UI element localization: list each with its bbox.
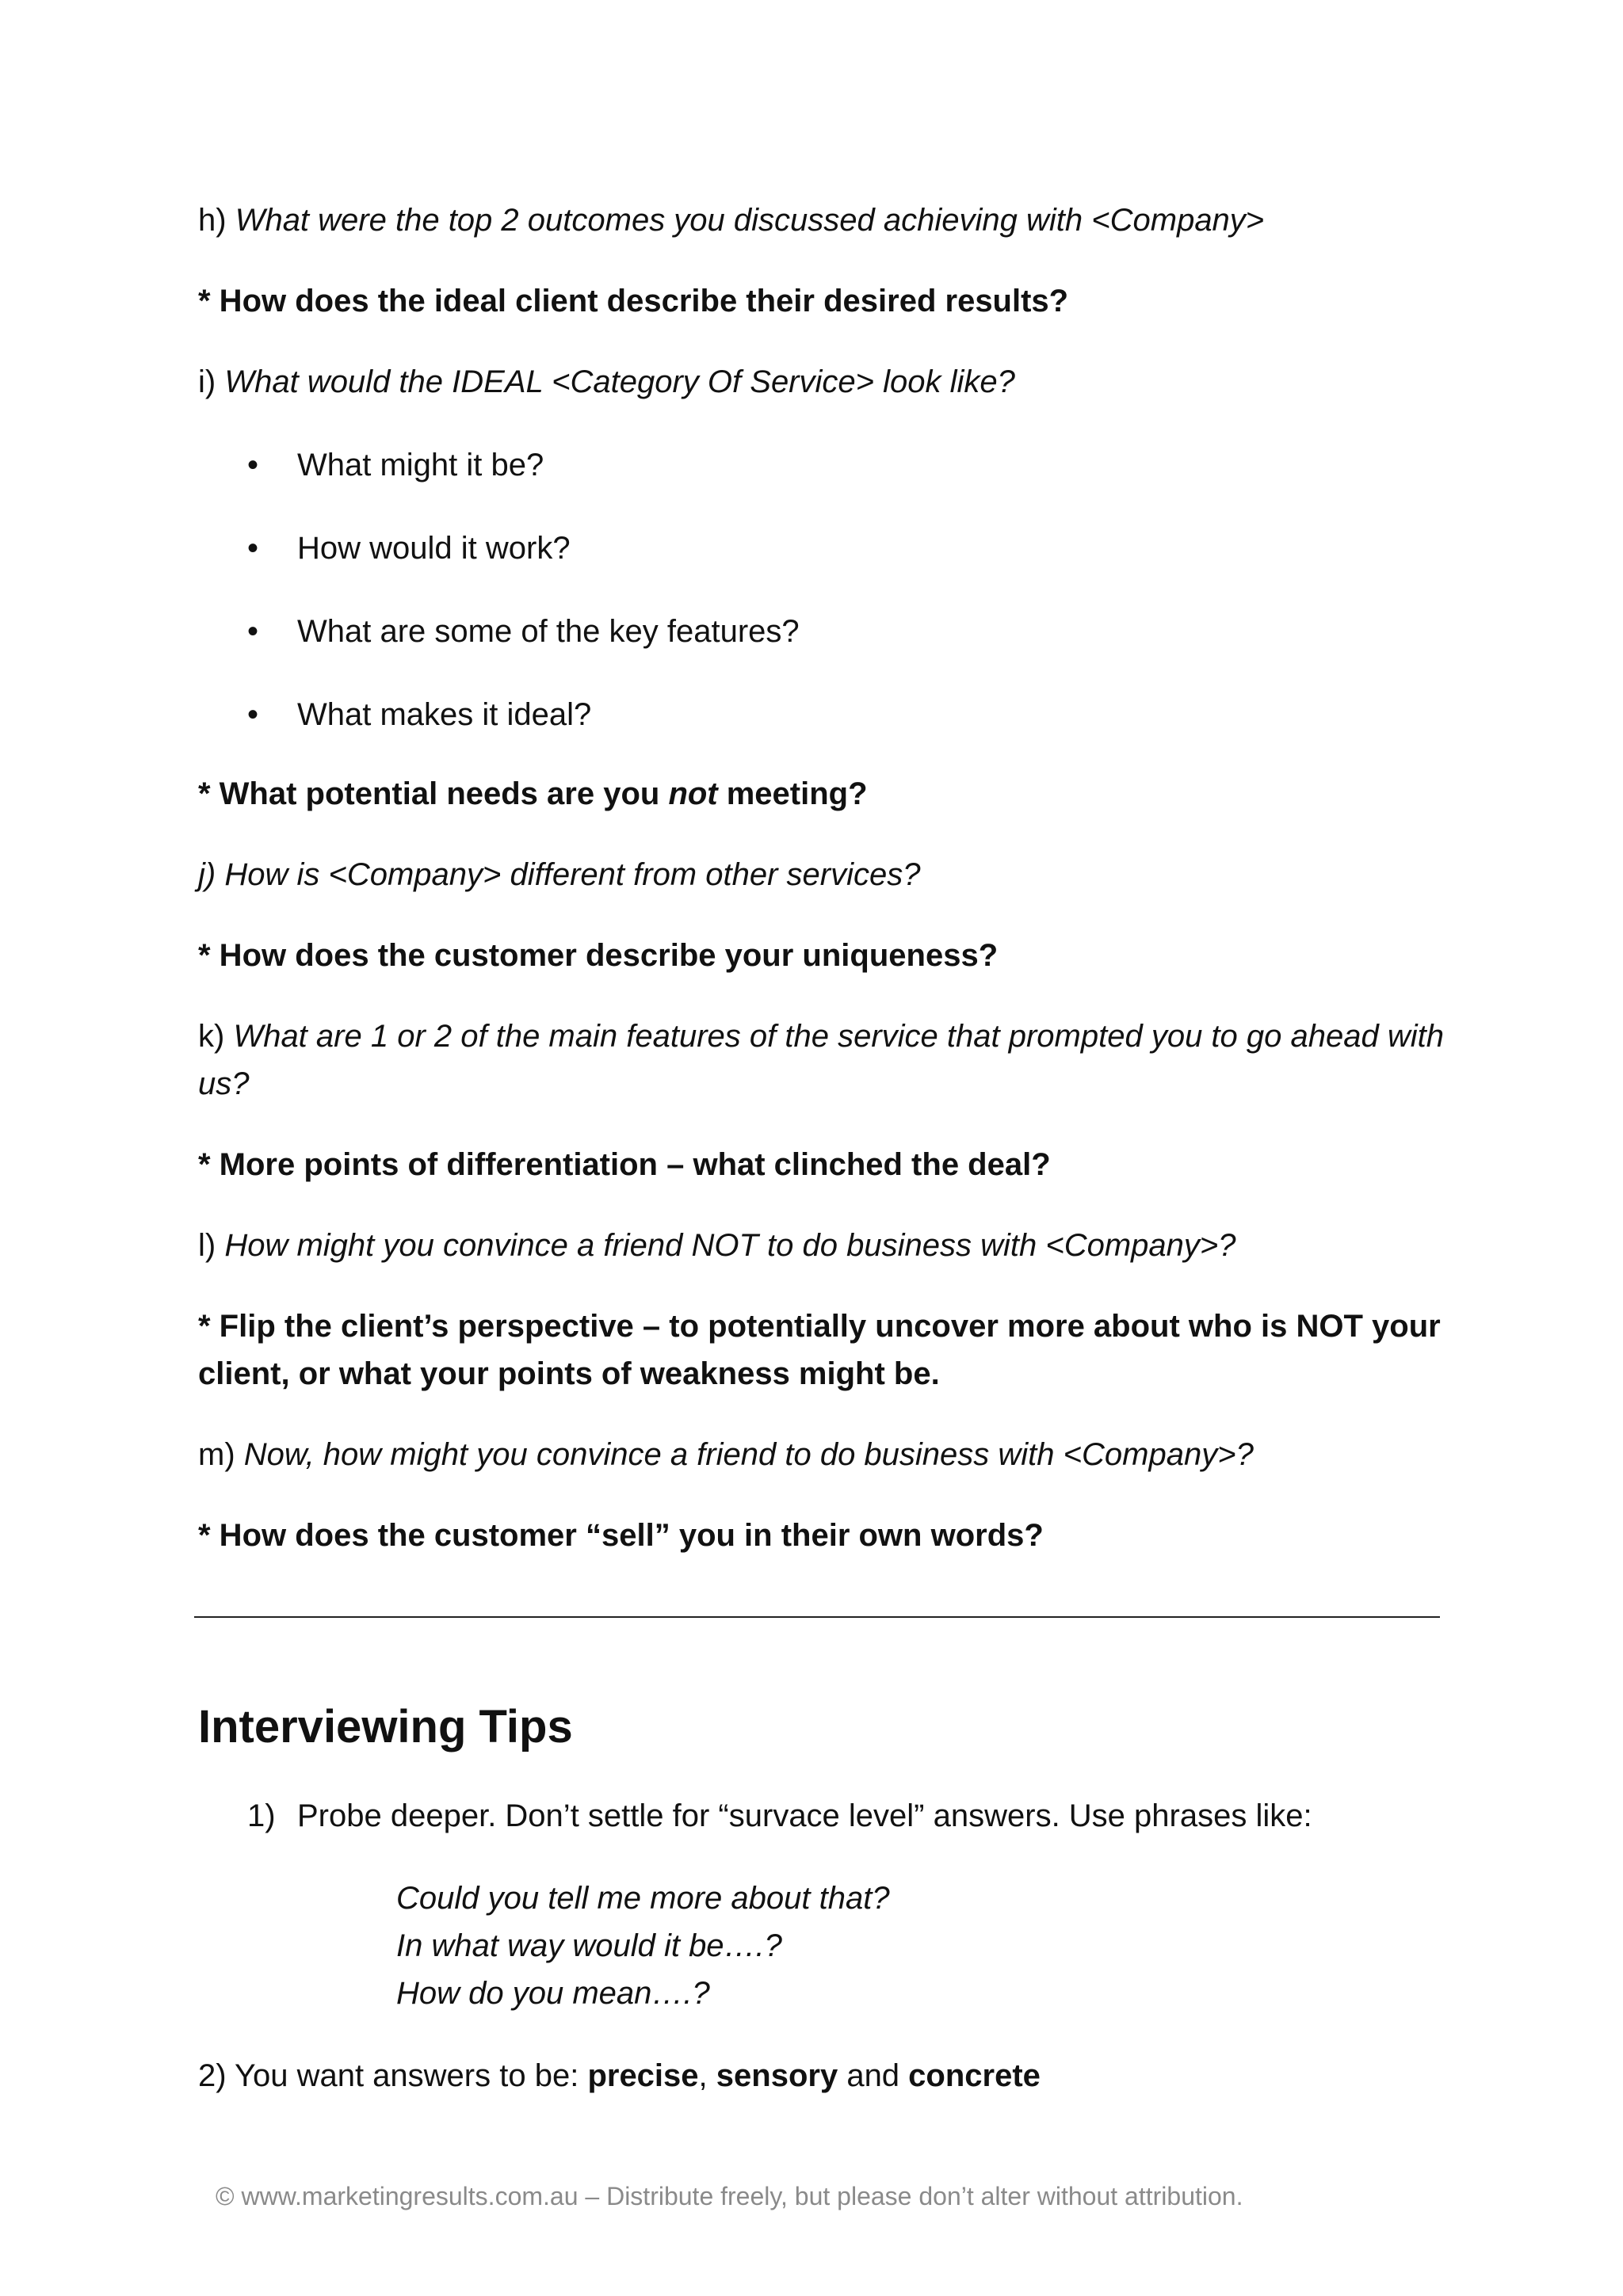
tip-2: 2) You want answers to be: precise, sensory and concrete: [198, 2058, 1041, 2093]
question-l: l) How might you convince a friend NOT to do business with <Company>?: [198, 1228, 1236, 1263]
bullet-icon: •: [247, 614, 259, 649]
note-sell: * How does the customer “sell” you in their own words?: [198, 1518, 1044, 1553]
section-heading: Interviewing Tips: [198, 1701, 573, 1753]
note-differentiation: * More points of differentiation – what clinched the deal?: [198, 1147, 1051, 1182]
bullet-icon: •: [247, 531, 259, 566]
question-k: k) What are 1 or 2 of the main features of the service that prompted you to go ahead with us?: [198, 1019, 1444, 1101]
example-phrase: How do you mean….?: [396, 1976, 710, 2011]
question-h: h) What were the top 2 outcomes you discussed achieving with <Company>: [198, 203, 1265, 238]
tip-1-number: 1): [247, 1798, 276, 1833]
example-phrase: In what way would it be….?: [396, 1928, 782, 1963]
question-i: i) What would the IDEAL <Category Of Service> look like?: [198, 364, 1015, 399]
note-uniqueness: * How does the customer describe your uniqueness?: [198, 938, 999, 973]
list-item: What might it be?: [297, 448, 544, 482]
list-item: What makes it ideal?: [297, 697, 592, 732]
note-flip-perspective: * Flip the client’s perspective – to potentially uncover more about who is NOT your client, or what your points of weakness might be.: [198, 1309, 1441, 1391]
note-desired-results: * How does the ideal client describe their desired results?: [198, 284, 1069, 318]
bullet-icon: •: [247, 448, 259, 482]
question-j: j) How is <Company> different from other services?: [198, 857, 921, 892]
note-unmet-needs: * What potential needs are you not meeting?: [198, 776, 868, 811]
example-phrase: Could you tell me more about that?: [396, 1881, 890, 1916]
list-item: What are some of the key features?: [297, 614, 800, 649]
list-item: How would it work?: [297, 531, 571, 566]
section-divider: [194, 1616, 1440, 1618]
question-m: m) Now, how might you convince a friend to do business with <Company>?: [198, 1437, 1254, 1472]
page-footer: © www.marketingresults.com.au – Distribute freely, but please don’t alter without attribution.: [216, 2182, 1243, 2210]
bullet-icon: •: [247, 697, 259, 732]
tip-1-text: Probe deeper. Don’t settle for “survace level” answers. Use phrases like:: [297, 1798, 1312, 1833]
